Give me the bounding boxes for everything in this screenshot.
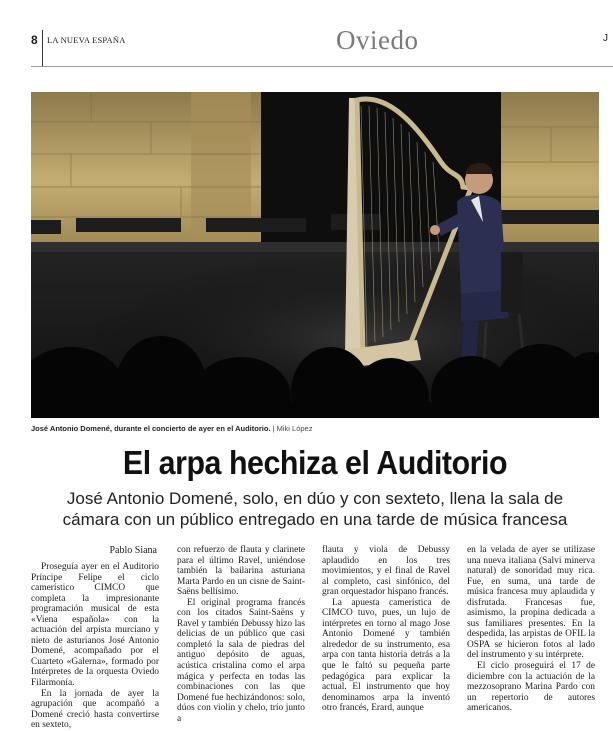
- paragraph: Proseguía ayer en el Auditorio Príncipe Felipe el ciclo camerístico CIMCO que completa la impresionante programación musical de esta «Viena española» con la actuación del arpista murciano y nieto de asturianos José Antonio Domené, acompañado por el Cuarteto «Galerna», formado por Intérpretes de la orquesta Oviedo Filarmonía.: [31, 562, 159, 689]
- article-column-4: [467, 545, 595, 714]
- article-column-2: [177, 545, 305, 724]
- photo-credit: | Miki López: [272, 424, 313, 433]
- caption-text: José Antonio Domené, durante el concierto de ayer en el Auditorio.: [31, 424, 271, 433]
- subheadline: [31, 488, 599, 530]
- subhead-line-1: José Antonio Domené, solo, en dúo y con sexteto, llena la sala de: [66, 489, 564, 508]
- paragraph: flauta y viola de Debussy aplaudido en los tres movimientos, y el final de Ravel al completo, casi sinfónico, del gran orquestador hispano francés.: [322, 545, 450, 598]
- subhead-line-2: cámara con un público entregado en una tarde de música francesa: [62, 510, 568, 529]
- headline: El arpa hechiza el Auditorio: [122, 444, 508, 481]
- paragraph: El ciclo proseguirá el 17 de diciembre con la actuación de la mezzosoprano Marina Pardo con un repertorio de autores americanos.: [467, 661, 595, 714]
- paragraph: La apuesta camerística de CIMCO tuvo, pues, un lujo de intérpretes en torno al mago Jose Antonio Domené y también alrededor de su instrumento, esa arpa con tanta historia detrás a la que le faltó su pequeña parte pedagógica para explicar la actual. El instrumento que hoy denominamos arpa la inventó otro francés, Erard, aunque: [322, 597, 450, 714]
- header-divider: [42, 30, 43, 66]
- page-number: 8: [31, 33, 38, 47]
- newspaper-name: LA NUEVA ESPAÑA: [47, 35, 126, 45]
- byline: Pablo Siana: [109, 545, 157, 556]
- paragraph: En la jornada de ayer la agrupación que acompañó a Domené creció hasta convertirse en sexteto,: [31, 688, 159, 731]
- paragraph: con refuerzo de flauta y clarinete para el último Ravel, uniéndose también la bailarina asturiana Marta Pardo en un cisne de Saint-Saëns bellísimo.: [177, 545, 305, 598]
- article-column-3: [322, 545, 450, 714]
- article-photo: [31, 92, 599, 418]
- header-edge-text: J: [603, 33, 608, 44]
- article-column-1: [31, 545, 159, 731]
- header-rule: [31, 66, 613, 67]
- photo-caption: [31, 424, 312, 433]
- paragraph: en la velada de ayer se utilizase una nueva italiana (Salvi minerva natural) de sonoridad muy rica. Fue, en suma, una tarde de música francesa muy aplaudida y disfrutada. Francesas fue, asimismo, la propina dedicada a sus familiares presentes. En la despedida, las arpistas de OFIL la OSPA se hicieron fotos al lado del instrumento y su intérprete.: [467, 545, 595, 661]
- paragraph: El original programa francés con los citados Saint-Saëns y Ravel y también Debussy hizo las delicias de un público que casi completó la sala de piedras del antiguo depósito de aguas, acústica cristalina como el arpa mágica y perfecta en todas las combinaciones con las que Domené fue hechizándonos: solo, dúos con violín y chelo, trío junto a: [177, 597, 305, 724]
- section-title: Oviedo: [336, 25, 419, 55]
